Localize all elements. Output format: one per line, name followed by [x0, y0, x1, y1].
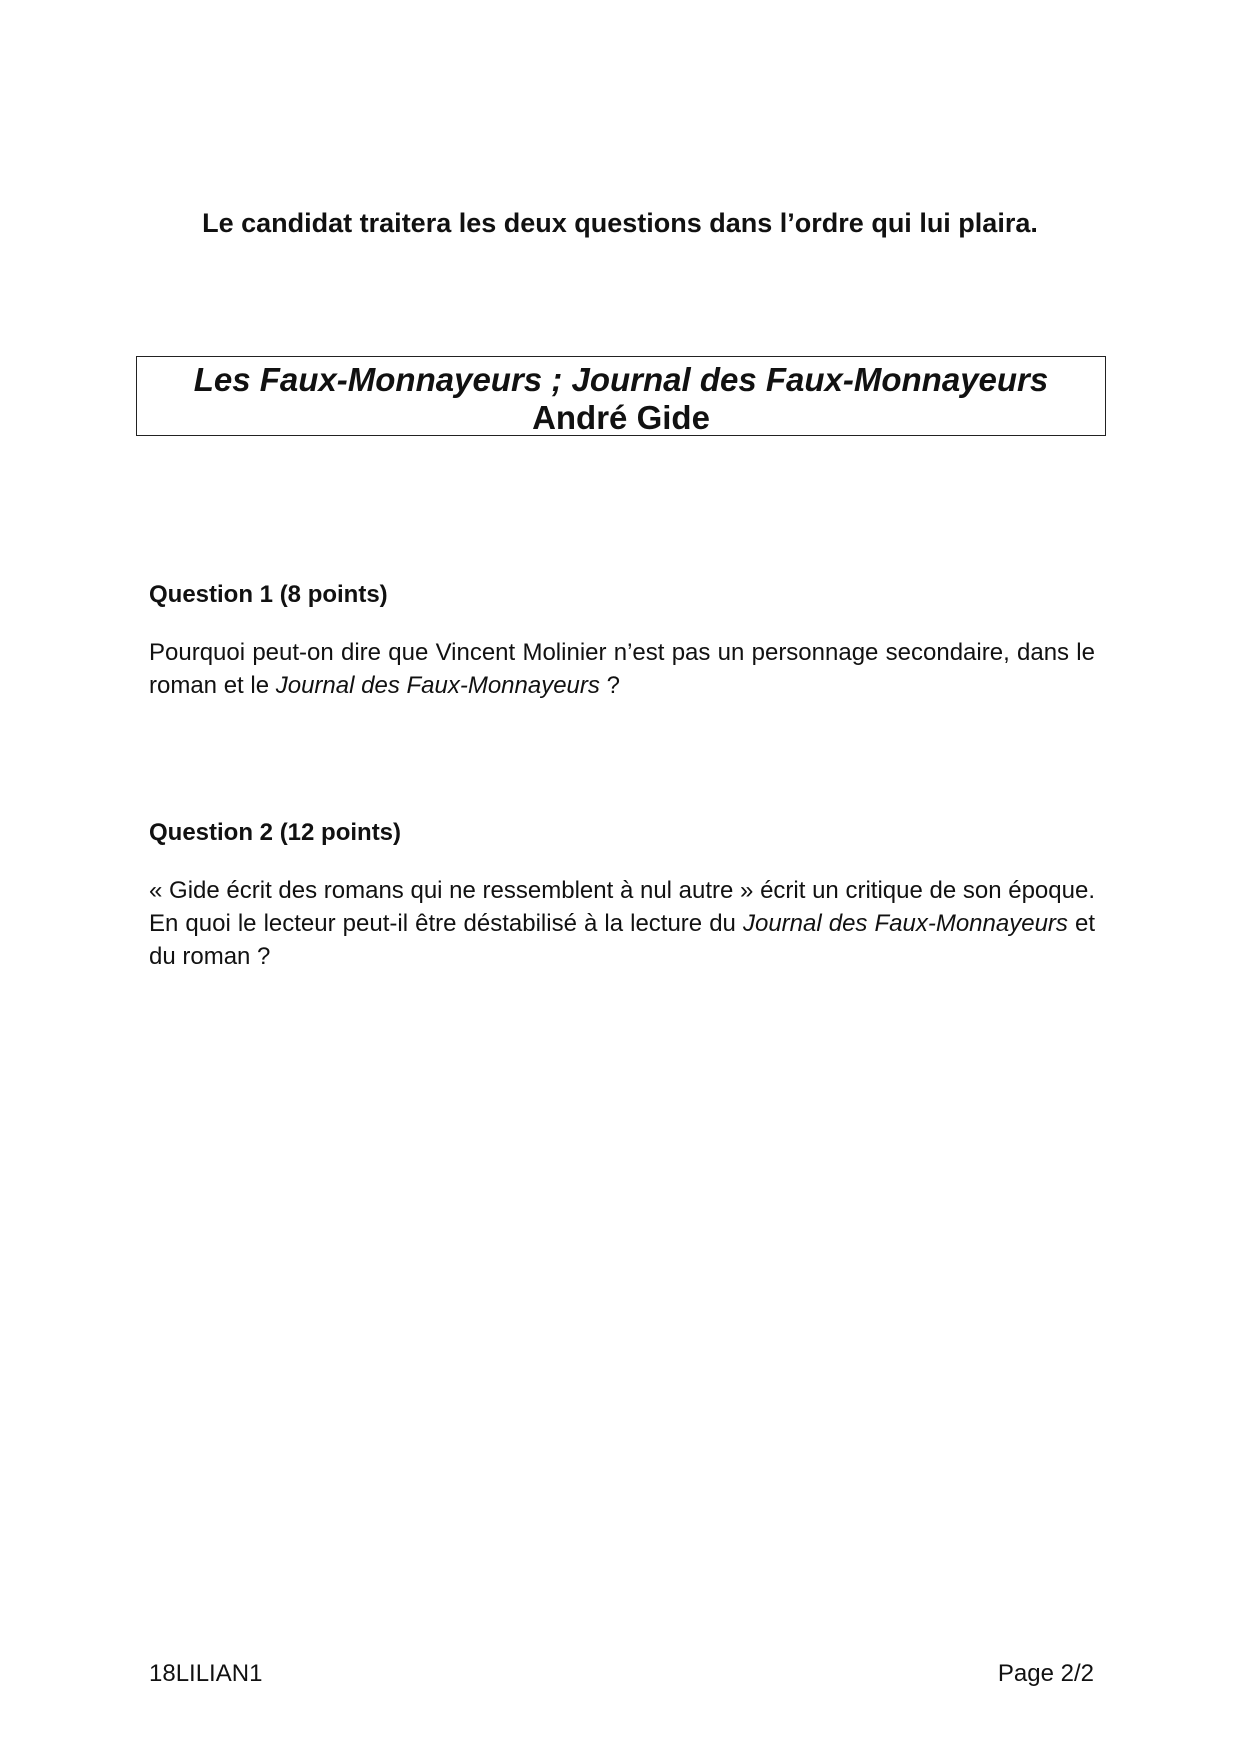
question-2-heading: Question 2 (12 points): [149, 819, 402, 846]
question-2-text-italic: Journal des Faux-Monnayeurs: [742, 910, 1068, 937]
footer-page-number: Page 2/2: [997, 1660, 1094, 1687]
question-1-text: [149, 636, 1095, 702]
question-1-text-part1: Pourquoi peut-on dire que Vincent Molinier n’est pas un personnage secondaire, dans le roman et le: [149, 639, 1095, 699]
footer-exam-code: 18LILIAN1: [149, 1660, 263, 1687]
instruction-text: Le candidat traitera les deux questions dans l’ordre qui lui plaira.: [202, 208, 1038, 238]
work-author: André Gide: [532, 399, 710, 436]
question-1-text-part2: ?: [599, 672, 620, 699]
question-2-text-part1: « Gide écrit des romans qui ne ressemblent à nul autre » écrit un critique de son époque. En quoi le lecteur peut-il être déstabilisé à la lecture du: [149, 877, 1095, 937]
work-title: Les Faux-Monnayeurs ; Journal des Faux-Monnayeurs: [193, 361, 1049, 398]
question-1-heading: Question 1 (8 points): [149, 581, 388, 608]
question-2-text: [149, 874, 1095, 973]
question-2-text-part2: et du roman ?: [149, 910, 1095, 970]
work-title-box: [136, 356, 1106, 436]
question-1-text-italic: Journal des Faux-Monnayeurs: [275, 672, 600, 699]
